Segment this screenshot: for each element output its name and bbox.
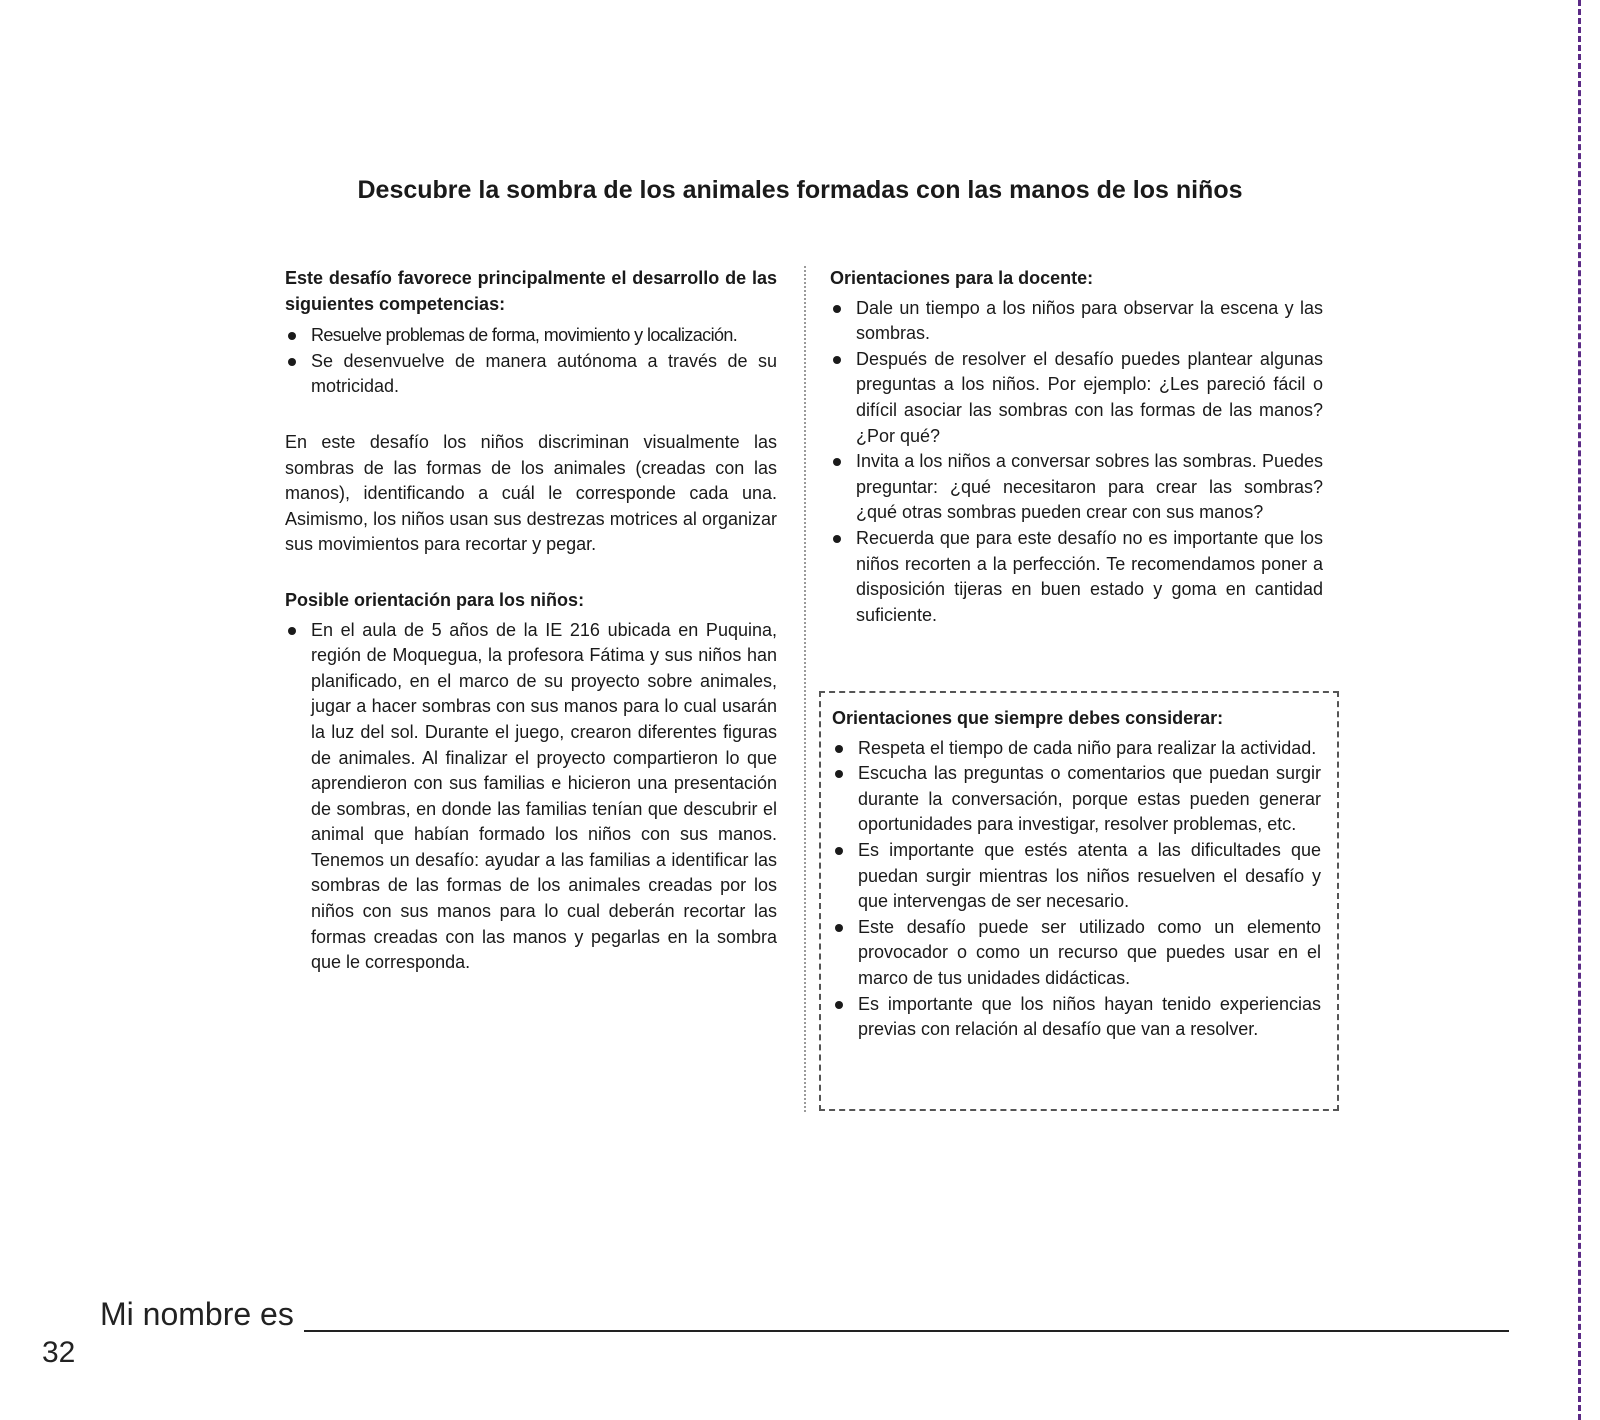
considerar-box [819, 691, 1339, 1111]
list-item: En el aula de 5 años de la IE 216 ubicada en Puquina, región de Moquegua, la profesora Fátima y sus niños han planificado, en el marco de su proyecto sobre animales, jugar a hacer sombras con sus manos para lo cual usarán la luz del sol. Durante el juego, crearon diferentes figuras de animales. Al finalizar el proyecto compartieron lo que aprendieron con sus familias e hicieron una presentación de sombras, en donde las familias tenían que descubrir el animal que habían formado los niños con sus manos. Tenemos un desafío: ayudar a las familias a identificar las sombras de las formas de los animales creadas por los niños con sus manos para lo cual deberán recortar las formas creadas con las manos y pegarlas en la sombra que le corresponda. [285, 618, 777, 976]
list-item: Recuerda que para este desafío no es importante que los niños recorten a la perfección. Te recomendamos poner a disposición tijeras en buen estado y goma en cantidad suficiente. [830, 526, 1323, 628]
competencias-list [285, 323, 777, 400]
list-item: Es importante que estés atenta a las dificultades que puedan surgir mientras los niños resuelven el desafío y que intervengas de ser necesario. [832, 838, 1321, 915]
competencias-heading: Este desafío favorece principalmente el desarrollo de las siguientes competencias: [285, 268, 777, 314]
name-write-line [304, 1330, 1509, 1332]
list-item: Es importante que los niños hayan tenido experiencias previas con relación al desafío que van a resolver. [832, 992, 1321, 1043]
page-edge-dashed-line [1578, 0, 1581, 1420]
list-item: Dale un tiempo a los niños para observar la escena y las sombras. [830, 296, 1323, 347]
description-paragraph: En este desafío los niños discriminan visualmente las sombras de las formas de los animales (creadas con las manos), identificando a cuál le corresponde cada una. Asimismo, los niños usan sus destrezas motrices al organizar sus movimientos para recortar y pegar. [285, 431, 777, 555]
right-column [830, 266, 1323, 628]
orientacion-heading: Posible orientación para los niños: [285, 589, 585, 610]
considerar-list [832, 736, 1321, 1043]
list-item: Respeta el tiempo de cada niño para realizar la actividad. [832, 736, 1321, 762]
left-column [285, 266, 777, 976]
list-item: Resuelve problemas de forma, movimiento y localización. [285, 323, 777, 349]
page-number: 32 [42, 1336, 76, 1369]
list-item: Este desafío puede ser utilizado como un elemento provocador o como un recurso que puedes usar en el marco de tus unidades didácticas. [832, 915, 1321, 992]
orientacion-list [285, 618, 777, 976]
name-label: Mi nombre es [100, 1296, 294, 1332]
considerar-heading: Orientaciones que siempre debes considerar: [832, 708, 1224, 728]
list-item: Después de resolver el desafío puedes plantear algunas preguntas a los niños. Por ejemplo: ¿Les pareció fácil o difícil asociar las sombras con las formas de las manos? ¿Por qué? [830, 347, 1323, 449]
list-item: Escucha las preguntas o comentarios que puedan surgir durante la conversación, porque estas pueden generar oportunidades para investigar, resolver problemas, etc. [832, 761, 1321, 838]
docente-heading: Orientaciones para la docente: [830, 268, 1094, 288]
docente-list [830, 296, 1323, 629]
column-divider [804, 266, 806, 1112]
list-item: Invita a los niños a conversar sobres las sombras. Puedes preguntar: ¿qué necesitaron para crear las sombras? ¿qué otras sombras pueden crear con sus manos? [830, 449, 1323, 526]
list-item: Se desenvuelve de manera autónoma a través de su motricidad. [285, 349, 777, 400]
page-title: Descubre la sombra de los animales formadas con las manos de los niños [357, 176, 1243, 204]
